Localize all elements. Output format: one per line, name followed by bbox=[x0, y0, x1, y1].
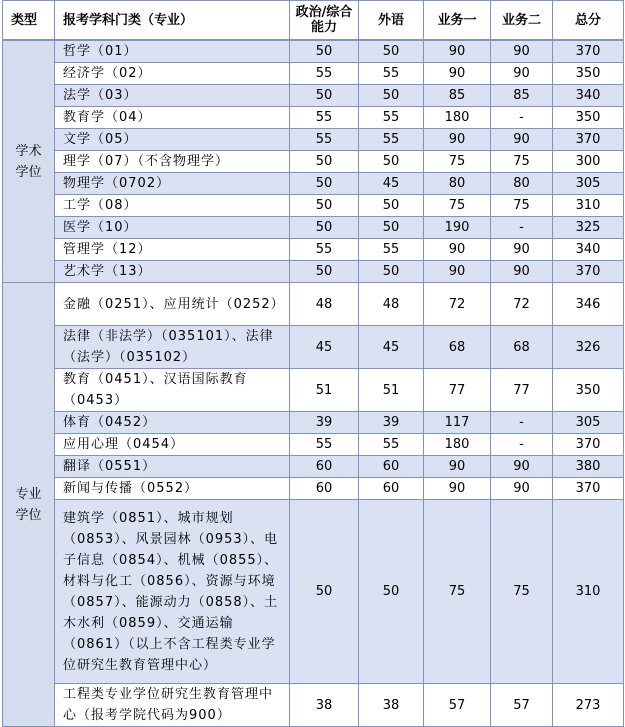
politics-cell: 55 bbox=[290, 239, 359, 261]
total-cell: 310 bbox=[553, 500, 624, 684]
total-cell: 325 bbox=[553, 217, 624, 239]
total-cell: 350 bbox=[553, 63, 624, 85]
total-cell: 305 bbox=[553, 412, 624, 434]
politics-cell: 38 bbox=[290, 684, 359, 727]
course1-cell: 57 bbox=[424, 684, 491, 727]
subject-cell: 法学（03） bbox=[55, 85, 290, 107]
course2-cell: 85 bbox=[491, 85, 553, 107]
header-type: 类型 bbox=[3, 1, 55, 41]
professional-type-label: 专业学位 bbox=[3, 283, 55, 727]
total-cell: 370 bbox=[553, 40, 624, 63]
foreign-cell: 50 bbox=[359, 85, 424, 107]
course1-cell: 80 bbox=[424, 173, 491, 195]
foreign-cell: 60 bbox=[359, 478, 424, 500]
course2-cell: 90 bbox=[491, 239, 553, 261]
academic-type-label: 学术学位 bbox=[3, 40, 55, 283]
total-cell: 370 bbox=[553, 129, 624, 151]
table-row bbox=[3, 326, 624, 369]
course1-cell: 90 bbox=[424, 129, 491, 151]
course1-cell: 90 bbox=[424, 239, 491, 261]
politics-cell: 60 bbox=[290, 456, 359, 478]
total-cell: 380 bbox=[553, 456, 624, 478]
subject-cell: 管理学（12） bbox=[55, 239, 290, 261]
table-row bbox=[3, 173, 624, 195]
course2-cell: 75 bbox=[491, 195, 553, 217]
table-row bbox=[3, 107, 624, 129]
course2-cell: 90 bbox=[491, 261, 553, 283]
course2-cell: 90 bbox=[491, 478, 553, 500]
course1-cell: 90 bbox=[424, 478, 491, 500]
table-row bbox=[3, 85, 624, 107]
total-cell: 305 bbox=[553, 173, 624, 195]
foreign-cell: 51 bbox=[359, 369, 424, 412]
table-body bbox=[3, 40, 624, 727]
subject-cell: 工学（08） bbox=[55, 195, 290, 217]
table-row bbox=[3, 369, 624, 412]
course1-cell: 68 bbox=[424, 326, 491, 369]
course2-cell: - bbox=[491, 434, 553, 456]
subject-cell: 建筑学（0851）、城市规划（0853）、风景园林（0953）、电子信息（0854）、机械（0855）、材料与化工（0856）、资源与环境（0857）、能源动力（0858）、土木水利（0859）、交通运输（0861）（以上不含工程类专业学位研究生教育管理中心） bbox=[55, 500, 290, 684]
politics-cell: 50 bbox=[290, 217, 359, 239]
course1-cell: 75 bbox=[424, 151, 491, 173]
total-cell: 346 bbox=[553, 283, 624, 326]
total-cell: 370 bbox=[553, 261, 624, 283]
course1-cell: 72 bbox=[424, 283, 491, 326]
course1-cell: 190 bbox=[424, 217, 491, 239]
table-row bbox=[3, 434, 624, 456]
foreign-cell: 45 bbox=[359, 173, 424, 195]
subject-cell: 教育学（04） bbox=[55, 107, 290, 129]
politics-cell: 50 bbox=[290, 195, 359, 217]
politics-cell: 50 bbox=[290, 85, 359, 107]
total-cell: 340 bbox=[553, 239, 624, 261]
table-row bbox=[3, 129, 624, 151]
foreign-cell: 50 bbox=[359, 261, 424, 283]
foreign-cell: 48 bbox=[359, 283, 424, 326]
subject-cell: 医学（10） bbox=[55, 217, 290, 239]
course2-cell: 75 bbox=[491, 151, 553, 173]
politics-cell: 60 bbox=[290, 478, 359, 500]
header-politics: 政治/综合能力 bbox=[290, 1, 359, 41]
foreign-cell: 39 bbox=[359, 412, 424, 434]
total-cell: 310 bbox=[553, 195, 624, 217]
table-row bbox=[3, 478, 624, 500]
foreign-cell: 50 bbox=[359, 217, 424, 239]
course2-cell: 57 bbox=[491, 684, 553, 727]
table-row bbox=[3, 684, 624, 727]
subject-cell: 法律（非法学）（035101）、法律（法学）（035102） bbox=[55, 326, 290, 369]
foreign-cell: 38 bbox=[359, 684, 424, 727]
subject-cell: 教育（0451）、汉语国际教育（0453） bbox=[55, 369, 290, 412]
foreign-cell: 55 bbox=[359, 239, 424, 261]
course1-cell: 90 bbox=[424, 63, 491, 85]
politics-cell: 55 bbox=[290, 434, 359, 456]
course1-cell: 75 bbox=[424, 500, 491, 684]
course2-cell: 90 bbox=[491, 456, 553, 478]
table-row bbox=[3, 239, 624, 261]
total-cell: 350 bbox=[553, 107, 624, 129]
foreign-cell: 55 bbox=[359, 63, 424, 85]
header-course-1: 业务一 bbox=[424, 1, 491, 41]
politics-cell: 50 bbox=[290, 261, 359, 283]
course2-cell: 68 bbox=[491, 326, 553, 369]
subject-cell: 新闻与传播（0552） bbox=[55, 478, 290, 500]
table-row bbox=[3, 63, 624, 85]
total-cell: 340 bbox=[553, 85, 624, 107]
course2-cell: - bbox=[491, 412, 553, 434]
politics-cell: 50 bbox=[290, 173, 359, 195]
politics-cell: 45 bbox=[290, 326, 359, 369]
total-cell: 273 bbox=[553, 684, 624, 727]
politics-cell: 51 bbox=[290, 369, 359, 412]
total-cell: 300 bbox=[553, 151, 624, 173]
course2-cell: - bbox=[491, 107, 553, 129]
foreign-cell: 50 bbox=[359, 500, 424, 684]
header-row bbox=[3, 1, 624, 41]
total-cell: 350 bbox=[553, 369, 624, 412]
subject-cell: 经济学（02） bbox=[55, 63, 290, 85]
subject-cell: 艺术学（13） bbox=[55, 261, 290, 283]
table-row bbox=[3, 456, 624, 478]
header-total: 总分 bbox=[553, 1, 624, 41]
course1-cell: 180 bbox=[424, 434, 491, 456]
table-row bbox=[3, 217, 624, 239]
course1-cell: 90 bbox=[424, 456, 491, 478]
foreign-cell: 55 bbox=[359, 434, 424, 456]
politics-cell: 55 bbox=[290, 63, 359, 85]
politics-cell: 48 bbox=[290, 283, 359, 326]
foreign-cell: 55 bbox=[359, 107, 424, 129]
course1-cell: 117 bbox=[424, 412, 491, 434]
foreign-cell: 60 bbox=[359, 456, 424, 478]
subject-cell: 哲学（01） bbox=[55, 40, 290, 63]
table-row bbox=[3, 40, 624, 63]
header-foreign-language: 外语 bbox=[359, 1, 424, 41]
foreign-cell: 50 bbox=[359, 40, 424, 63]
course1-cell: 90 bbox=[424, 40, 491, 63]
course2-cell: 72 bbox=[491, 283, 553, 326]
subject-cell: 应用心理（0454） bbox=[55, 434, 290, 456]
politics-cell: 50 bbox=[290, 40, 359, 63]
course2-cell: 90 bbox=[491, 40, 553, 63]
course2-cell: 77 bbox=[491, 369, 553, 412]
foreign-cell: 45 bbox=[359, 326, 424, 369]
header-subject: 报考学科门类（专业） bbox=[55, 1, 290, 41]
table-row bbox=[3, 195, 624, 217]
foreign-cell: 55 bbox=[359, 129, 424, 151]
politics-cell: 55 bbox=[290, 129, 359, 151]
subject-cell: 工程类专业学位研究生教育管理中心（报考学院代码为900） bbox=[55, 684, 290, 727]
course2-cell: - bbox=[491, 217, 553, 239]
foreign-cell: 50 bbox=[359, 151, 424, 173]
foreign-cell: 50 bbox=[359, 195, 424, 217]
total-cell: 370 bbox=[553, 478, 624, 500]
table-row bbox=[3, 261, 624, 283]
course1-cell: 77 bbox=[424, 369, 491, 412]
subject-cell: 物理学（0702） bbox=[55, 173, 290, 195]
score-table bbox=[2, 0, 624, 727]
course2-cell: 75 bbox=[491, 500, 553, 684]
subject-cell: 体育（0452） bbox=[55, 412, 290, 434]
course1-cell: 90 bbox=[424, 261, 491, 283]
course1-cell: 180 bbox=[424, 107, 491, 129]
course2-cell: 90 bbox=[491, 129, 553, 151]
subject-cell: 理学（07）（不含物理学） bbox=[55, 151, 290, 173]
total-cell: 326 bbox=[553, 326, 624, 369]
table-row bbox=[3, 412, 624, 434]
politics-cell: 50 bbox=[290, 151, 359, 173]
course1-cell: 75 bbox=[424, 195, 491, 217]
course1-cell: 85 bbox=[424, 85, 491, 107]
subject-cell: 文学（05） bbox=[55, 129, 290, 151]
subject-cell: 金融（0251）、应用统计（0252） bbox=[55, 283, 290, 326]
course2-cell: 80 bbox=[491, 173, 553, 195]
politics-cell: 55 bbox=[290, 107, 359, 129]
table-row bbox=[3, 283, 624, 326]
table-row bbox=[3, 500, 624, 684]
course2-cell: 90 bbox=[491, 63, 553, 85]
politics-cell: 50 bbox=[290, 500, 359, 684]
total-cell: 370 bbox=[553, 434, 624, 456]
header-course-2: 业务二 bbox=[491, 1, 553, 41]
table-row bbox=[3, 151, 624, 173]
subject-cell: 翻译（0551） bbox=[55, 456, 290, 478]
politics-cell: 39 bbox=[290, 412, 359, 434]
